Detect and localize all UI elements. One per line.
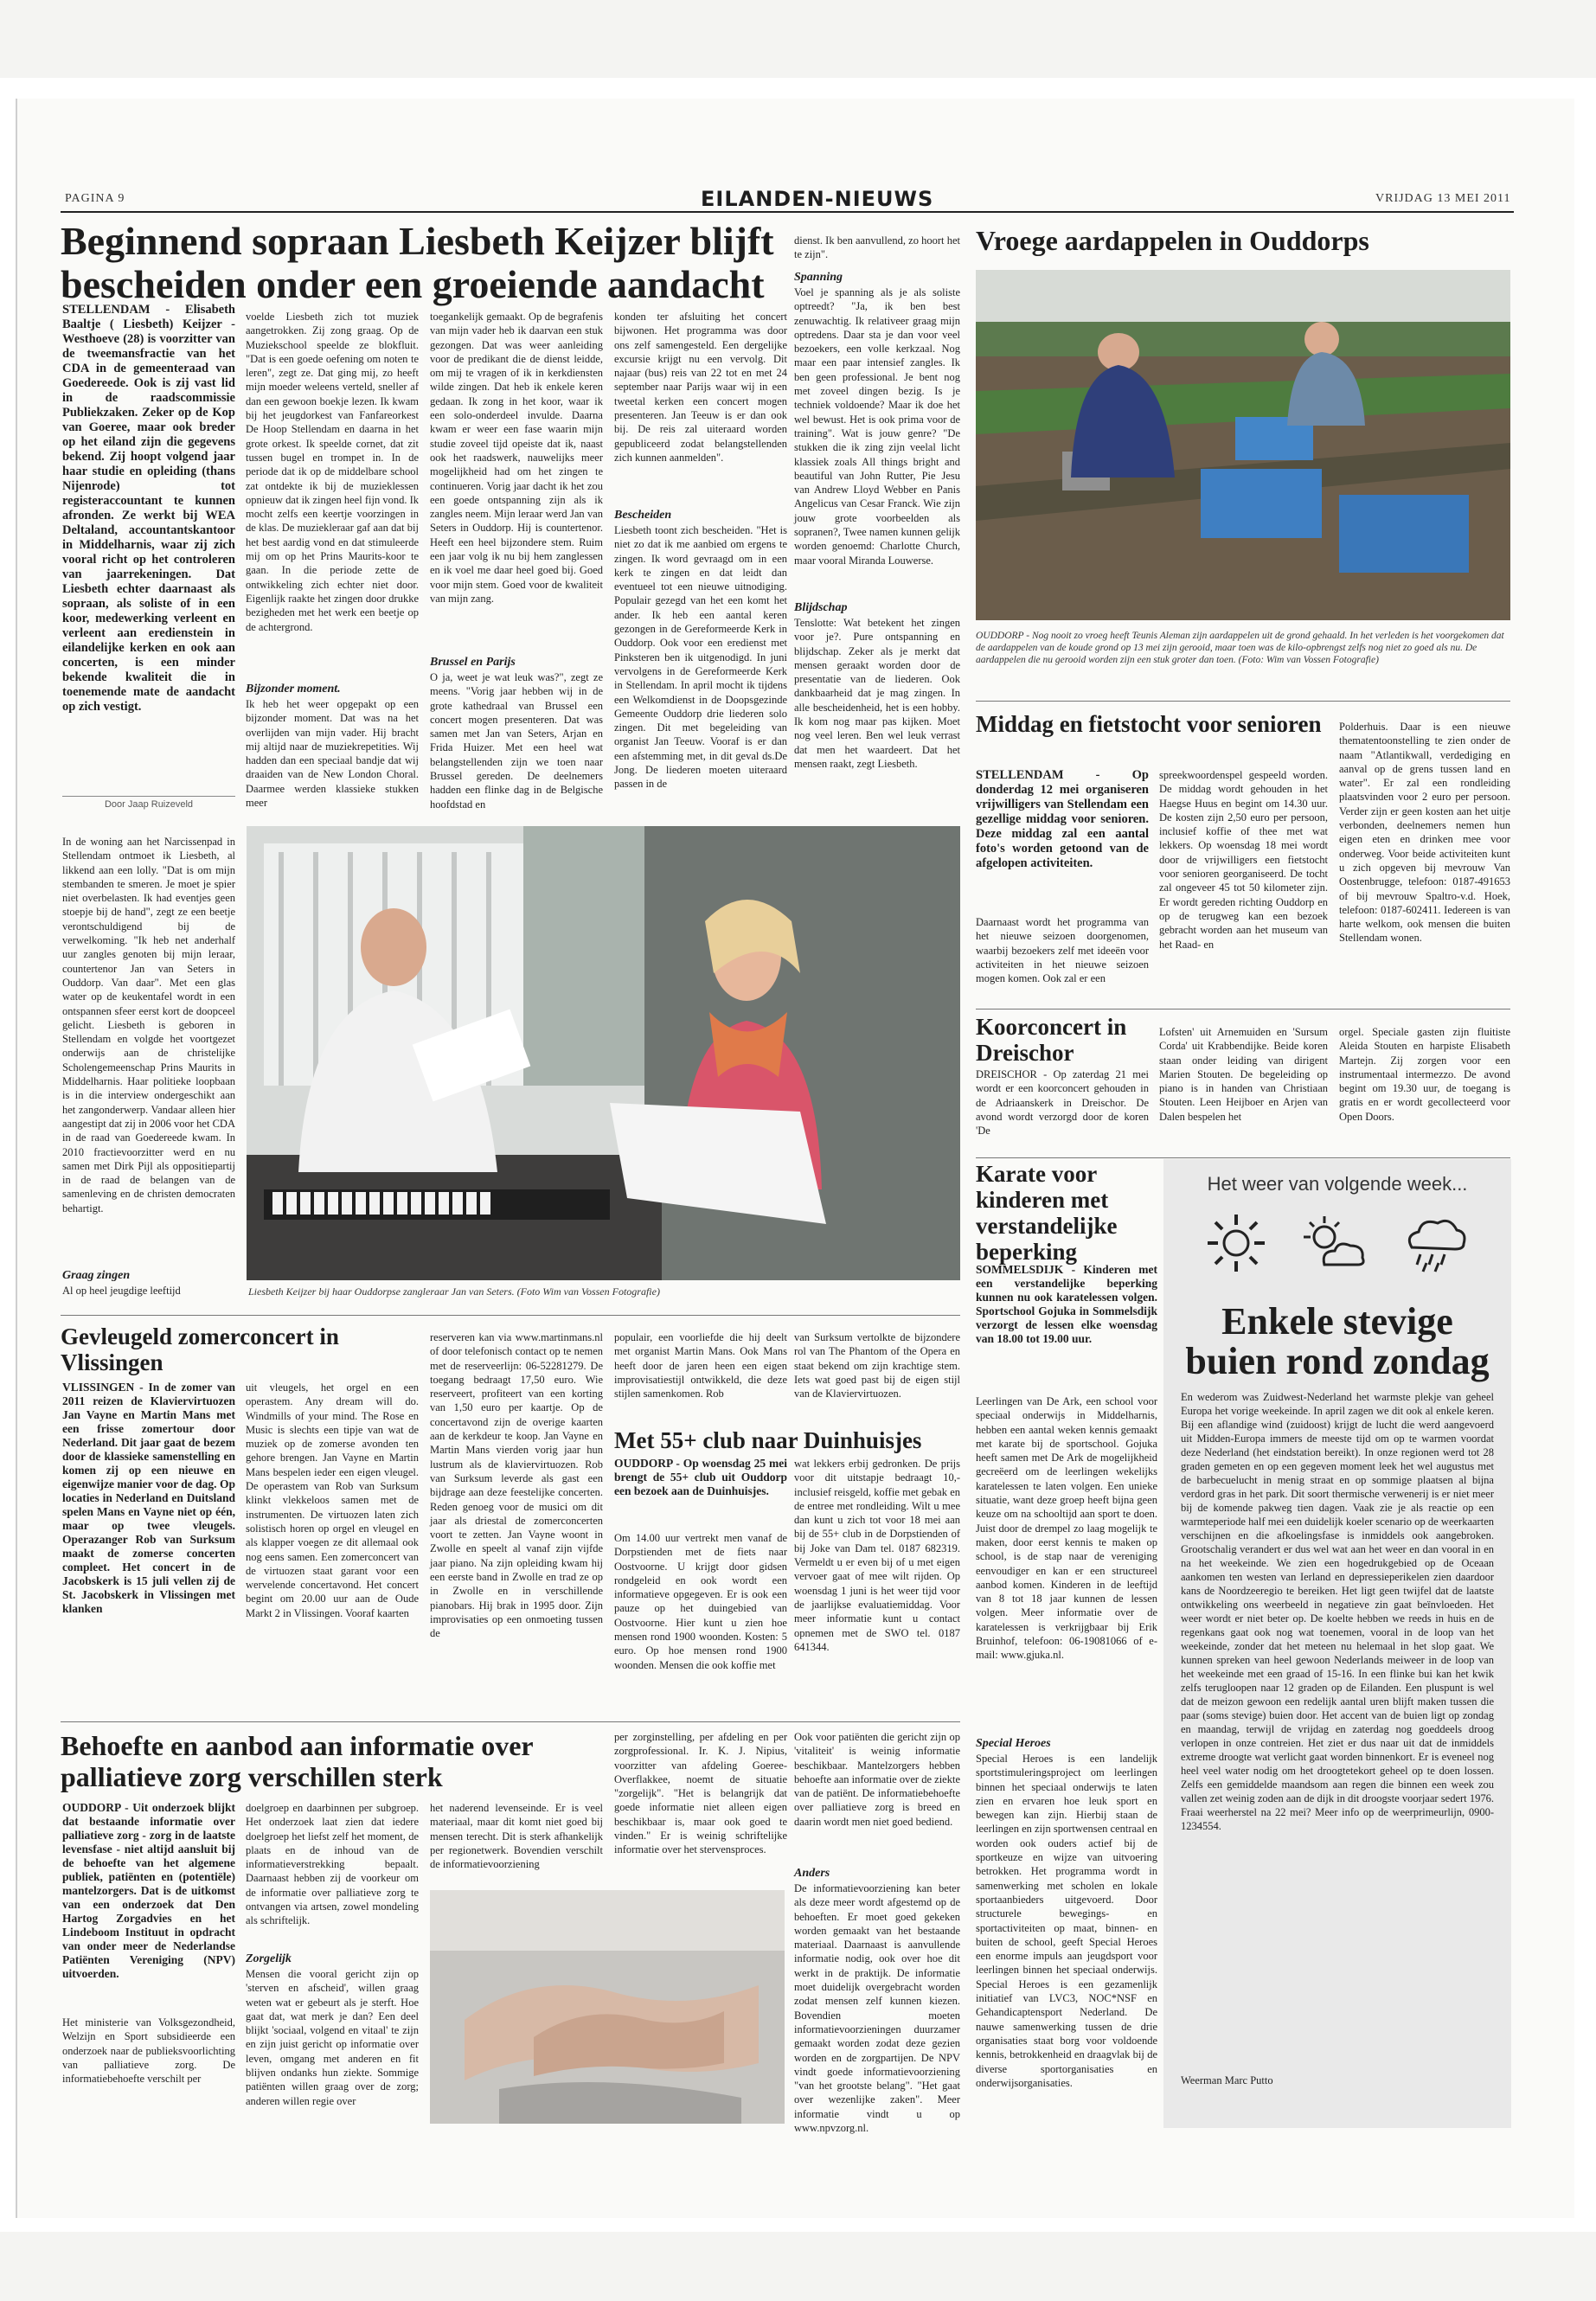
article-column: Leerlingen van De Ark, een school voor speciaal onderwijs in Middelharnis, hebben een aantal weken kennis gemaakt met karate bij de sportschool. Gojuka heeft samen met De Ark de mogelijkheid gecreëerd om de leerlingen wekelijks karatelessen te laten volgen. Een unieke situatie, want deze groep heeft bijna geen keuze om na schooltijd aan sport te doen. Juist door de drempel zo laag mogelijk te maken, door eerst kennis te maken op school, is de stap naar de vereniging eenvoudiger en kan er een structureel aanbod komen. Kinderen in de leeftijd van 8 tot 18 jaar kunnen de lessen volgen. Meer informatie over de karatelessen is verkrijgbaar bij Erik Bruinhof, telefoon: 06-19081066 of e-mail: www.gjuka.nl. (976, 1395, 1157, 1662)
weather-title: Het weer van volgende week... (1207, 1173, 1468, 1195)
weather-body: En wederom was Zuidwest-Nederland het warmste plekje van geheel Europa het vorige weekeinde. In april zagen we dit ook al enkele keren. Bij een aflandige wind (zuidoost) krijgt de lucht die werd aangevoerd uit Midden-Europa immers de meeste tijd om op te warmen voordat deze Nederland (het eindstation bereikt). In onze regionen werd tot 28 graden gemeten en op een gegeven moment leek het wel augustus met de barbecuelucht in menig straat en op sommige plaatsen al bijna verdord gras in het park. Dit soort thermische verwenerij is er niet meer bij de komende pakweg tien dagen. Vaak zie je als reactie op een warmteperiode half mei een duidelijk koeler scenario op de weerkaarten verschijnen en die afkoelingsfase is inmiddels ook aangebroken. Grootschalig verandert er dus wel wat aan het weer en dan vooral in en na het weekeinde. We zien een hogedrukgebied op de Oceaan aankomen ten westen van Ierland en depressieperikelen zien daardoor kans de Noordzeeregio te bereiken. Het ligt geen twijfel dat de laatste ontwikkeling ons weerbeeld in negatieve zin gaat beïnvloeden. Het weer wordt er niet beter op. De koelte hebben we reeds in huis en de regenkans gaat ook nog wat toenemen, vooral in de loop van het weekeinde, zonder dat het meteen nu helemaal in het slop gaat. We kunnen spreken van heel gewoon Nederlands meiweer in de loop van het weekeinde met een graad of 15-16. In een flinke bui kan het kwik zelfs terugloopen naar 12 graden op de Eilanden. Een pluspunt is wel dat de meizon gewoon een redelijk aantal uren blijft maken tussen die paar (soms stevige) buien door. Het accent van de buien ligt op zondag en maandag, terwijl de vrijdag en zaterdag nog goeddeels droog verlopen in onze contreien. Het ziet er dus naar uit dat de inmiddels extreme droogte wat verlicht gaat worden binnenkort. Er is eveneel nog heel veel water nodig om het droogtetekort geheel op te doen lossen. Zelfs een gemiddelde maandsom aan regen die binnen een week zou vallen zet weinig zoden aan de dijk in dit droogste voorjaar sedert 1976. Fraai weerherstel na 22 mei? Meer info op de weerprimeurlijn, 0900-1234554. (1181, 1391, 1494, 1832)
photo-holding-hands (430, 1890, 785, 2124)
article-lead-55plus: OUDDORP - Op woensdag 25 mei brengt de 55+ club uit Ouddorp een bezoek aan de Duinhuisjes. (614, 1457, 787, 1497)
article-title-palliatieve-zorg: Behoefte en aanbod aan informatie over palliatieve zorg verschillen sterk (61, 1730, 534, 1792)
weather-box (1163, 1159, 1511, 2128)
article-column: Tenslotte: Wat betekent het zingen voor je?. Pure ontspanning en blijdschap. Zeker als je merkt dat mensen geraakt worden door de presentatie van de liederen. Ook dankbaarheid dat je mag zingen. In alle bescheidenheid, het is een hobby. Ik kom nog maar pas kijken. Moet nog veel leren. Ben wel leuk verrast dat men het waardeert. Dat het mensen raakt, zegt Liesbeth. (794, 617, 960, 770)
article-column: Voel je spanning als je als soliste optreedt? "Ja, ik ben best zenuwachtig. Ik relativeer graag mijn optredens. Daar sta je dan voor veel bezoekers, een volle kerkzaal. Nog maar een paar intensief zangles. Ik ben geen professional. Je bent nog met zoveel dingen bezig. Is je techniek voldoende? Maar ik doe het wel bewust. Het is ook prima voor de training". Wat is jouw genre? "De stukken die ik zing zijn veelal licht klassiek zoals All things bright and beautiful van John Rutter, Pie Jesu van Andrew Lloyd Webber en Panis Angelicus van Cesar Franck. Wie zijn jouw grote voorbeelden als sopranen?, Twee namen kunnen gelijk worden genoemd: Charlotte Church, maar vooral Miranda Louwerse. (794, 286, 960, 567)
article-column: Liesbeth toont zich bescheiden. "Het is niet zo dat ik me aanbied om ergens te zingen. Ik word gevraagd om in een kerk te zingen en dat leidt dan eventueel tot een nieuwe uitnodiging. Populair gezegd van het een komt het ander. Ik heb een aantal keren gezongen in de Gereformeerde Kerk in Ouddorp. Ook voor een eredienst met Pinksteren ben ik uitgenodigd. In juni vervolgens in de Gereformeerde Kerk in Stellendam. In april mocht ik tijdens een Welkomdienst in de Doopsgezinde Gemeente Ouddorp drie liederen solo zingen. Dit met begeleiding van organist Jan Teeuw. Vooraf is er dan een afstemming met, in dit geval ds.De Jong. De liederen moeten uiteraard passen in de (614, 524, 787, 791)
page-number: PAGINA 9 (65, 192, 125, 205)
article-lead-senioren: STELLENDAM - Op donderdag 12 mei organiseren vrijwilligers van Stellendam een gezellige middag voor senioren. Deze middag zal een aantal foto's worden getoond van de afgelopen activiteiten. (976, 768, 1149, 870)
article-title-karate: Karate voor kinderen met verstandelijke beperking (976, 1161, 1118, 1265)
subheading: Brussel en Parijs (430, 656, 516, 669)
article-column: Polderhuis. Daar is een nieuwe thematentoonstelling te zien onder de naam "Atlantikwall, verdediging en aanval op de grens tussen land en water". Er zal een rondleiding plaatsvinden voor 2 euro per persoon. Verder zijn er geen kosten aan het uitje verbonden, deelnemers nemen hun eigen eten en drinken mee voor onderweg. Voor beide activiteiten kunt u zich opgeven bij mevrouw Van Oostenbrugge, telefoon: 0187-491653 of bij mevrouw Spaltro-v.d. Hoek, telefoon: 0187-602411. Iedereen is van harte welkom, ook mensen die buiten Stellendam wonen. (1339, 721, 1510, 945)
article-column: orgel. Speciale gasten zijn fluitiste Aleida Stouten en harpiste Elisabeth Martejn. Zij zorgen voor een instrumentaal intermezzo. De avond begint om 19.30 uur, de toegang is gratis en er wordt gecollecteerd voor Open Doors. (1339, 1026, 1510, 1123)
issue-date: VRIJDAG 13 MEI 2011 (1375, 192, 1511, 205)
article-column: Ik heb het weer opgepakt op een bijzonder moment. Dat was na het overlijden van mijn vader. Hij bracht mij altijd naar de muziekrepetities. Wij hadden dan een speciaal bandje dat wij draaiden van de New London Choral. Daarmee werden klassieke stukken meer (246, 698, 419, 810)
article-column: Daarnaast wordt het programma van het nieuwe seizoen doorgenomen, waarbij bezoekers zelf met ideeën voor activiteiten in het nieuwe seizoen mogen komen. Ook zal er een (976, 916, 1149, 985)
article-lead-palliatieve-zorg: OUDDORP - Uit onderzoek blijkt dat bestaande informatie over palliatieve zorg - zorg in de laatste levensfase - niet altijd aansluit bij de behoefte van het algemene publiek, patiënten en (potentiële) mantelzorgers. Dat is de uitkomst van een onderzoek dat Den Hartog Zorgadvies en het Lindeboom Instituut in opdracht van onder meer de Nederlandse Patiënten Vereniging (NPV) uitvoerden. (62, 1801, 235, 1980)
article-column: doelgroep en daarbinnen per subgroep. Het onderzoek laat zien dat iedere doelgroep het liefst zelf het moment, de plaats en de inhoud van de informatieverstrekking bepaalt. Daarnaast hebben zij de voorkeur om de informatie over palliatieve zorg te ontvangen via artsen, zowel mondeling als schriftelijk. (246, 1802, 419, 1927)
subheading: Special Heroes (976, 1737, 1051, 1750)
subheading: Anders (794, 1867, 830, 1880)
article-column: Om 14.00 uur vertrekt men vanaf de Dorpstienden met de fiets naar Oostvoorne. U krijgt door gidsen rondgeleid en ook wordt een informatieve opgegeven. Er is ook een pauze op het duingebied van Oostvoorne. Hier kunt u zien hoe mensen rond 1900 woonden. Kosten: 5 euro. Op hoe mensen rond 1900 woonden. Mensen die ook koffie met (614, 1532, 787, 1671)
header-rule (61, 211, 1514, 213)
article-lead-sopraan: STELLENDAM - Elisabeth Baaltje ( Liesbeth) Keijzer - Westhoeve (28) is voorzitter van de tweemansfractie van het CDA in de gemeenteraad van Goedereede. Ook is zij vast lid in de raadscommissie Publiekzaken. Zeker op de Kop van Goeree, maar ook breder op het eiland zijn die gegevens bekend. Zij hoopt volgend jaar haar studie en opleiding (thans Nijenrode) tot registeraccountant te kunnen afronden. Ze werkt bij WEA Deltaland, accountantskantoor in Middelharnis, waar zij zich vooral richt op het controleren van jaarrekeningen. Dat Liesbeth echter daarnaast als sopraan, als soliste of in een koor, medewerking verleent en verleent aan eredienstein in eilandelijke kerken en ook aan concerten, is een minder bekende kwaliteit die in toenemende mate de aandacht op zich vestigt. (62, 303, 235, 714)
article-column: Al op heel jeugdige leeftijd (62, 1285, 181, 1297)
divider (61, 1721, 960, 1722)
article-column: Mensen die vooral gericht zijn op 'sterven en afscheid', willen graag weten wat er gebeurt als je sterft. Hoe gaat dat, wat merk je dan? Een deel blijkt 'sociaal, volgend en vitaal' te zijn en zijn juist gericht op informatie over leven, omgang met anderen en fit blijven ondanks hun ziekte. Sommige patiënten willen graag over de zorg; anderen willen regie over (246, 1968, 419, 2107)
article-column: het naderend levenseinde. Er is veel materiaal, maar dit komt niet goed bij mensen terecht. Dit is sterk afhankelijk per regionetwerk. Bovendien verschilt de informatievoorziening (430, 1802, 603, 1871)
article-column: van Surksum vertolkte de bijzondere rol van The Phantom of the Opera en staat bekend om zijn krachtige stem. Iets wat goed past bij de eigen stijl van de Klaviervirtuozen. (794, 1331, 960, 1400)
sun-icon (1206, 1213, 1266, 1278)
article-column: voelde Liesbeth zich tot muziek aangetrokken. Zij zong graag. Op de Muziekschool speelde ze blokfluit. "Dat is een goede oefening om noten te leren", zegt ze. Dat ging mij, zo heeft mijn moeder weleens verteld, sneller af dan een gewoon boekje lezen. Ik kwam bij het jeugdorkest van Fanfareorkest De Hoop Stellendam en daarna in het grote orkest. Ik speelde cornet, dat zit tussen bugel en trompet in. In de periode dat ik op de middelbare school zat ontdekte ik bij de muzieklessen opnieuw dat ik zingen heel fijn vond. Ik mocht zelfs een keertje voorzingen in de klas. De muziekleraar gaf aan dat bij het best aardig vond en dat stimuleerde mij om op het Prins Maurits-koor te gaan. In die periode zette de ontwikkeling zich echter niet door. Eigenlijk raakte het zingen door drukke bezigheden met het werk een beetje op de achtergrond. (246, 311, 419, 633)
article-column: wat lekkers erbij gedronken. De prijs voor dit uitstapje bedraagt 10,- inclusief reisgeld, koffie met gebak en de entree met rondleiding. Wilt u mee dan kunt u zich tot voor 18 mei aan bij de 55+ club in de Dorpstienden of bij Joke van Dam tel. 0187 682319. Vermeldt u er even bij of u met eigen vervoer gaat of mee wilt rijden. Op woensdag 1 juni is het weer tijd voor de jaarlijkse evaluatiemiddag. Voor meer informatie kunt u contact opnemen met de SWO tel. 0187 641344. (794, 1458, 960, 1653)
article-column: konden ter afsluiting het concert bijwonen. Het programma was door ons zelf samengesteld. Een dergelijke excursie krijgt nu een vervolg. Dit najaar (bus) reis van 22 tot en met 24 september naar Parijs waar wij in een tweetal kerken een concert mogen presenteren. Jan Teeuw is er dan ook bij. De reis zal uiteraard worden gepubliceerd zodat belangstellenden zich kunnen aanmelden". (614, 311, 787, 464)
article-lead-karate: SOMMELSDIJK - Kinderen met een verstandelijke beperking kunnen nu ook karatelessen volgen. Sportschool Gojuka in Sommelsdijk verzorgt de lessen elke woensdag van 18.00 tot 19.00 uur. (976, 1263, 1157, 1345)
article-column: per zorginstelling, per afdeling en per zorgprofessional. Ir. K. J. Nipius, voorzitter van afdeling Goeree-Overflakkee, noemt de situatie "zorgelijk". "Het is belangrijk dat goede informatie niet alleen eigen beschikbaar is, maar ook goed te vinden." Er is weinig schriftelijke informatie over het stervensproces. (614, 1731, 787, 1856)
subheading: Bescheiden (614, 509, 672, 522)
subheading: Zorgelijk (246, 1952, 292, 1965)
article-column: DREISCHOR - Op zaterdag 21 mei wordt er een koorconcert gehouden in de Adriaanskerk in Dreischor. De avond wordt verzorgd door de koren 'De (976, 1068, 1149, 1138)
article-title-55plus: Met 55+ club naar Duinhuisjes (614, 1427, 922, 1453)
masthead: EILANDEN-NIEUWS (701, 187, 934, 211)
partly-cloudy-icon (1298, 1213, 1368, 1278)
divider (976, 701, 1510, 702)
article-title-sopraan: Beginnend sopraan Liesbeth Keijzer blijft bescheiden onder een groeiende aandacht (61, 219, 774, 306)
subheading: Bijzonder moment. (246, 683, 341, 695)
article-title-koorconcert: Koorconcert in Dreischor (976, 1014, 1127, 1066)
weather-signature: Weerman Marc Putto (1181, 2074, 1273, 2086)
article-column: reserveren kan via www.martinmans.nl of door telefonisch contact op te nemen met de reserveerlijn: 06-52281279. De toegang bedraagt 17,50 euro. Wie reserveert, profiteert van een korting van 1,50 euro per kaartje. Op de concertavond zijn de overige kaarten aan de kerkdeur te koop. Jan Vayne en Martin Mans vierden vorig jaar hun lustrum als de klaviervirtuozen. Rob van Surksum leverde als gast een bijdrage aan deze feestelijke concerten. Reden genoeg voor de musici om dit jaar als driestal de zomerconcerten voort te zetten. Jan Vayne woont in Zwolle en speelt al vanaf zijn vijfde jaar piano. Na zijn opleiding kwam hij een eerste band in Zwolle en trad ze op in Zwolle en in verschillende pianobars. Hij brak in 1995 door. Zijn improvisaties op een onmoeting tussen de (430, 1331, 603, 1640)
article-title-aardappelen: Vroege aardappelen in Ouddorps (976, 225, 1369, 256)
divider (61, 1315, 960, 1316)
article-column: Special Heroes is een landelijk sportstimuleringsproject om leerlingen binnen het speciaal onderwijs te laten zien en ervaren hoe leuk sport en bewegen kan zijn. Hierbij staan de leerlingen en zijn sportwensen centraal en worden ook ouders actief bij de sportkeuze en wijze van uitvoering betrokken. Het programma wordt in samenwerking met scholen en lokale sportaanbieders uitgevoerd. Door structurele bewegings- en sportactiviteiten op maat, binnen- en buiten de school, geeft Special Heroes een enorme impuls aan jeugdsport voor leerlingen binnen het speciaal onderwijs. Special Heroes is een gezamenlijk initiatief van LVC3, NOC*NSF en Gehandicaptensport Nederland. De nauwe samenwerking tussen de drie organisaties staat borg voor voldoende kennis, betrokkenheid en draagvlak bij de diverse sportorganisaties en onderwijsorganisaties. (976, 1753, 1157, 2089)
article-column: dienst. Ik ben aanvullend, zo hoort het te zijn". (794, 234, 960, 261)
photo-potato-harvest (976, 270, 1510, 620)
article-column: In de woning aan het Narcissenpad in Stellendam ontmoet ik Liesbeth, al likkend aan een lolly. "Dat is om mijn stembanden te smeren. Je moet je spier niet overbelasten. Ik had eventjes geen stoepje bij de hand", zegt ze een beetje verontschuldigend bij de verwelkoming. "Ik heb net anderhalf uur zangles genoten bij mijn leraar, countertenor Jan van Seters in Ouddorp. Van daar". Met een glas water op de keukentafel wordt in een ontspannen sfeer eerst kort de doopceel gelicht. Liesbeth is geboren in Stellendam en volgde het voortgezet onderwijs aan de christelijke Scholengemeenschap Prins Maurits in Middelharnis. Haar politieke loopbaan is in die interview ondergeschikt aan het zangonderwerp. Vandaar alleen hier aangestipt dat zij in 2006 voor het CDA in de raad van Goedereede kwam. In 2010 fractievoorzitter werd en nu samen met Dirk Pijl als oppositiepartij in de raad de belangen van de samenleving en de christen democraten behartigt. (62, 836, 235, 1215)
article-title-zomerconcert: Gevleugeld zomerconcert in Vlissingen (61, 1324, 339, 1375)
byline: Door Jaap Ruizeveld (62, 796, 235, 810)
article-column: Het ministerie van Volksgezondheid, Welzijn en Sport subsidieerde een onderzoek naar de publieksvoorlichting van palliatieve zorg. De informatiebehoefte verschilt per (62, 2016, 235, 2086)
article-column: De informatievoorziening kan beter als deze meer wordt afgestemd op de behoeften. Er moet goed gekeken worden gemaakt van het bestaande materiaal. Daarnaast is aanvullende informatie nodig, ook over hoe dit werkt in de praktijk. De informatie moet duidelijk overgebracht worden zodat mensen zelf kunnen kiezen. Bovendien moeten informatievoorzieningen duurzamer gemaakt worden zodat deze gezien worden en de zorgpartijen. De NPV vindt goede informatievoorziening "van het grootste belang". "Het gaat over wezenlijke zaken". Meer informatie vindt u op www.npvzorg.nl. (794, 1882, 960, 2135)
weather-headline: Enkele stevige buien rond zondag (1185, 1300, 1490, 1382)
article-column: toegankelijk gemaakt. Op de begrafenis van mijn vader heb ik daarvan een stuk gezongen. Dat was weer aanleiding voor de predikant die de dienst leidde, om mij te vragen of ik in kerkdiensten wilde zingen. Dat heb ik enkele keren gedaan. Ik zong in het koor, waar ik een solo-onderdeel invulde. Daarna kwam er weer een fase waarin mijn studie zoveel tijd opeiste dat ik, naast ook het raadswerk, nauwelijks meer mogelijkheid had om het zingen te continueren. Vorig jaar dacht ik het zou een goede ontspanning zijn als ik zangles neem. Mijn leraar werd Jan van Seters in Ouddorp. Hij is countertenor. Heeft een heel bijzondere stem. Ruim een jaar volg ik nu bij hem zanglessen en ik voel me daar heel goed bij. Goed voor mijn stem. Goed voor de kwaliteit van mijn zang. (430, 311, 603, 605)
photo-caption: OUDDORP - Nog nooit zo vroeg heeft Teunis Aleman zijn aardappelen uit de grond gehaald. In het verleden is het voorgekomen dat de aardappelen van de koude grond op 13 mei zijn gerooid, maar toen was de kilo-opbrengst zelfs nog niet zo goed als nu. De aardappelen die nu gerooid worden zijn een stuk groter dan toen. (Foto: Wim van Vossen Fotografie) (976, 631, 1504, 665)
rain-cloud-icon (1400, 1213, 1469, 1278)
subheading: Blijdschap (794, 601, 848, 614)
photo-singer-and-teacher (247, 826, 960, 1280)
article-column: uit vleugels, het orgel en een operastem. Any dream will do. Windmills of your mind. The Rose en Music is slechts een tipje van wat de muziek op de zomerse avonden ten gehore brengen. Jan Vayne en Martin Mans bespelen ieder een eigen vleugel. De operastem van Rob van Surksum klinkt vlekkeloos samen met de instrumenten. De virtuozen laten zich solistisch horen op orgel en vleugel en als klapper voegen ze dit allemaal ook nog eens samen. Een zomerconcert van de virtuozen staat garant voor een wervelende concertavond. Het concert begint om 20.00 uur aan de Oude Markt 2 in Vlissingen. Vooraf kaarten (246, 1381, 419, 1619)
article-lead-zomerconcert: VLISSINGEN - In de zomer van 2011 reizen de Klaviervirtuozen Jan Vayne en Martin Mans met een frisse zomertour door Nederland. Dit jaar gaat de bezem door de klassieke samenstelling en komen zij op een nieuwe en eigenwijze manier voor de dag. Op locaties in Nederland en Duitsland spelen Mans en Vayne niet op één, maar op twee vleugels. Operazanger Rob van Surksum maakt de zomerse concerten compleet. Het concert in de Jacobskerk is 15 juli vellen zij de St. Jacobskerk in Vlissingen met klanken (62, 1381, 235, 1615)
article-title-senioren: Middag en fietstocht voor senioren (976, 711, 1322, 737)
article-column: spreekwoordenspel gespeeld worden. De middag wordt gehouden in het Haegse Huus en begint om 14.30 uur. De kosten zijn 2,50 euro per persoon, inclusief koffie of thee met wat lekkers. Op woensdag 18 mei wordt door de vrijwilligers een fietstocht voor senioren georganiseerd. De tocht zal ongeveer 45 tot 50 kilometer zijn. Er wordt gereden richting Ouddorp en op de terugweg kan een bezoek gebracht worden aan het museum van het Raad- en (1159, 769, 1328, 951)
article-column: Ook voor patiënten die gericht zijn op 'vitaliteit' is weinig informatie beschikbaar. Mantelzorgers hebben behoefte aan informatie over de ziekte van de patiënt. De informatiebehoefte over palliatieve zorg is breed en daarin wordt men niet goed bediend. (794, 1731, 960, 1828)
photo-caption: Liesbeth Keijzer bij haar Ouddorpse zangleraar Jan van Seters. (Foto Wim van Vossen Fotografie) (248, 1285, 660, 1298)
divider (976, 1157, 1510, 1158)
article-column: Lofsten' uit Arnemuiden en 'Sursum Corda' uit Krabbendijke. Beide koren staan onder leiding van dirigent Marien Stouten. De begeleiding op piano is in handen van Christiaan Stouten. Leen Heijboer en Arjen van Dalen bespelen het (1159, 1026, 1328, 1123)
article-column: populair, een voorliefde die hij deelt met organist Martin Mans. Ook Mans heeft door de jaren heen een eigen improvisatiestijl ontwikkeld, die deze stijlen samenkomen. Rob (614, 1331, 787, 1400)
subheading: Spanning (794, 271, 843, 284)
subheading: Graag zingen (62, 1269, 131, 1282)
article-column: O ja, weet je wat leuk was?", zegt ze meens. "Vorig jaar hebben wij in de grote kathedraal van Brussel een concert mogen presenteren. Dat was samen met Jan van Seters, Arjan en Frida Huizer. Met een heel wat belangstellenden zijn we toen naar Brussel gereden. De deelnemers hadden een flinke dag in de Belgische hoofdstad en (430, 671, 603, 811)
